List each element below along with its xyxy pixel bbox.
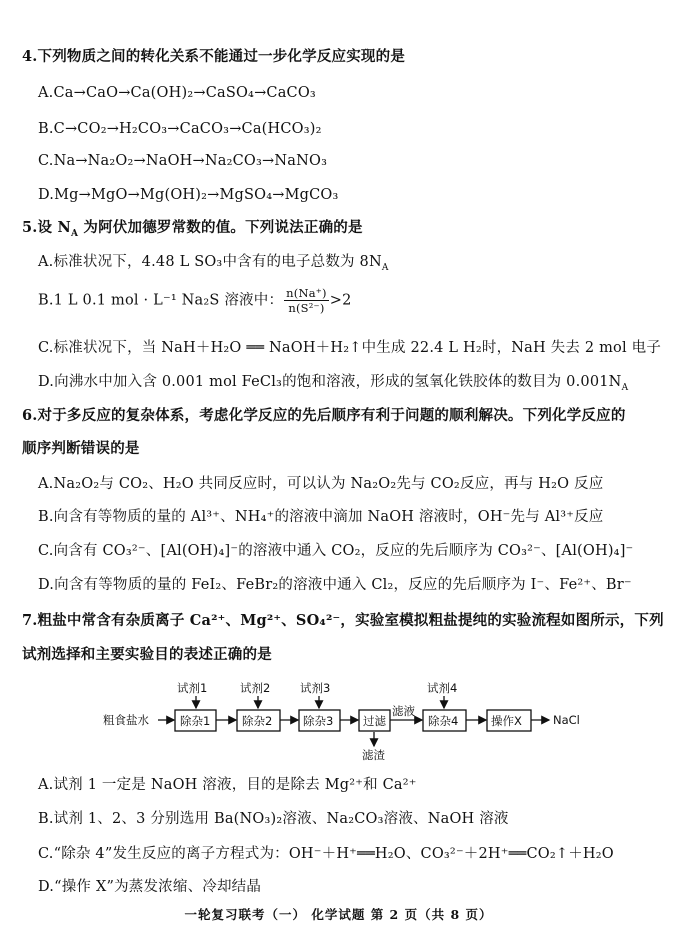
q7-stem-line2: 试剂选择和主要实验目的表述正确的是 bbox=[22, 646, 272, 663]
flow-box4-label: 过滤 bbox=[363, 714, 386, 728]
q5-b-post: >2 bbox=[329, 292, 352, 309]
fraction-numerator: n(Na⁺) bbox=[286, 286, 327, 300]
filtrate-label: 滤液 bbox=[392, 704, 415, 718]
flow-box1-label: 除杂1 bbox=[180, 714, 211, 728]
q4-stem-text: 4.下列物质之间的转化关系不能通过一步化学反应实现的是 bbox=[22, 48, 406, 65]
flow-box2-label: 除杂2 bbox=[242, 714, 273, 728]
reagent-3-label: 试剂3 bbox=[300, 681, 331, 695]
q5-d-sub: A bbox=[621, 382, 629, 393]
q6-stem-line2: 顺序判断错误的是 bbox=[22, 440, 140, 457]
reagent-2-label: 试剂2 bbox=[240, 681, 271, 695]
reagent-1-label: 试剂1 bbox=[177, 681, 208, 695]
q7-option-c: C.“除杂 4”发生反应的离子方程式为：OH⁻＋H⁺══H₂O、CO₃²⁻＋2H⁺══CO₂↑＋H₂O bbox=[38, 846, 614, 862]
page-footer: 一轮复习联考（一） 化学试题 第 2 页（共 8 页） bbox=[184, 907, 493, 922]
flow-box6-label: 操作X bbox=[491, 714, 522, 728]
q6-option-d: D.向含有等物质的量的 FeI₂、FeBr₂的溶液中通入 Cl₂，反应的先后顺序为 I⁻、Fe²⁺、Br⁻ bbox=[38, 577, 632, 593]
q7-option-b: B.试剂 1、2、3 分别选用 Ba(NO₃)₂溶液、Na₂CO₃溶液、NaOH 溶液 bbox=[38, 811, 509, 827]
q5-option-c: C.标准状况下，当 NaH＋H₂O ══ NaOH＋H₂↑中生成 22.4 L H₂时，NaH 失去 2 mol 电子 bbox=[38, 340, 662, 356]
q7-stem-line1: 7.粗盐中常含有杂质离子 Ca²⁺、Mg²⁺、SO₄²⁻，实验室模拟粗盐提纯的实验流程如图所示，下列 bbox=[22, 612, 664, 629]
q7-option-a: A.试剂 1 一定是 NaOH 溶液，目的是除去 Mg²⁺和 Ca²⁺ bbox=[38, 777, 417, 793]
q4-option-b: B.C→CO₂→H₂CO₃→CaCO₃→Ca(HCO₃)₂ bbox=[38, 121, 322, 137]
q5-d-text: D.向沸水中加入含 0.001 mol FeCl₃的饱和溶液，形成的氢氧化铁胶体的数目为 0.001N bbox=[38, 374, 622, 390]
q4-option-a: A.Ca→CaO→Ca(OH)₂→CaSO₄→CaCO₃ bbox=[38, 85, 316, 101]
q5-stem-tail: 为阿伏加德罗常数的值。下列说法正确的是 bbox=[78, 219, 363, 236]
q6-option-b: B.向含有等物质的量的 Al³⁺、NH₄⁺的溶液中滴加 NaOH 溶液时，OH⁻先与 Al³⁺反应 bbox=[38, 509, 604, 525]
q6-stem-line1: 6.对于多反应的复杂体系，考虑化学反应的先后顺序有利于问题的顺利解决。下列化学反应的 bbox=[22, 407, 626, 424]
q5-b-text: B.1 L 0.1 mol · L⁻¹ Na₂S 溶液中： bbox=[38, 292, 284, 309]
residue-label: 滤渣 bbox=[362, 748, 385, 762]
q4-option-d: D.Mg→MgO→Mg(OH)₂→MgSO₄→MgCO₃ bbox=[38, 187, 339, 203]
q6-option-c: C.向含有 CO₃²⁻、[Al(OH)₄]⁻的溶液中通入 CO₂，反应的先后顺序为 CO₃²⁻、[Al(OH)₄]⁻ bbox=[38, 543, 634, 559]
q5-a-sub: A bbox=[381, 262, 389, 273]
flow-box5-label: 除杂4 bbox=[428, 714, 459, 728]
q5-stem-text: 5.设 N bbox=[22, 219, 71, 236]
q7-option-d: D.“操作 X”为蒸发浓缩、冷却结晶 bbox=[38, 879, 262, 895]
q6-option-a: A.Na₂O₂与 CO₂、H₂O 共同反应时，可以认为 Na₂O₂先与 CO₂反应，再与 H₂O 反应 bbox=[38, 476, 604, 492]
flow-start-label: 粗食盐水 bbox=[103, 713, 149, 727]
reagent-4-label: 试剂4 bbox=[427, 681, 458, 695]
q5-a-text: A.标准状况下，4.48 L SO₃中含有的电子总数为 8N bbox=[38, 254, 382, 270]
q4-option-c: C.Na→Na₂O₂→NaOH→Na₂CO₃→NaNO₃ bbox=[38, 153, 328, 169]
q5-stem-sub: A bbox=[70, 228, 79, 239]
flow-end-label: NaCl bbox=[553, 713, 580, 727]
flow-box3-label: 除杂3 bbox=[303, 714, 334, 728]
fraction-denominator: n(S²⁻) bbox=[288, 301, 325, 315]
